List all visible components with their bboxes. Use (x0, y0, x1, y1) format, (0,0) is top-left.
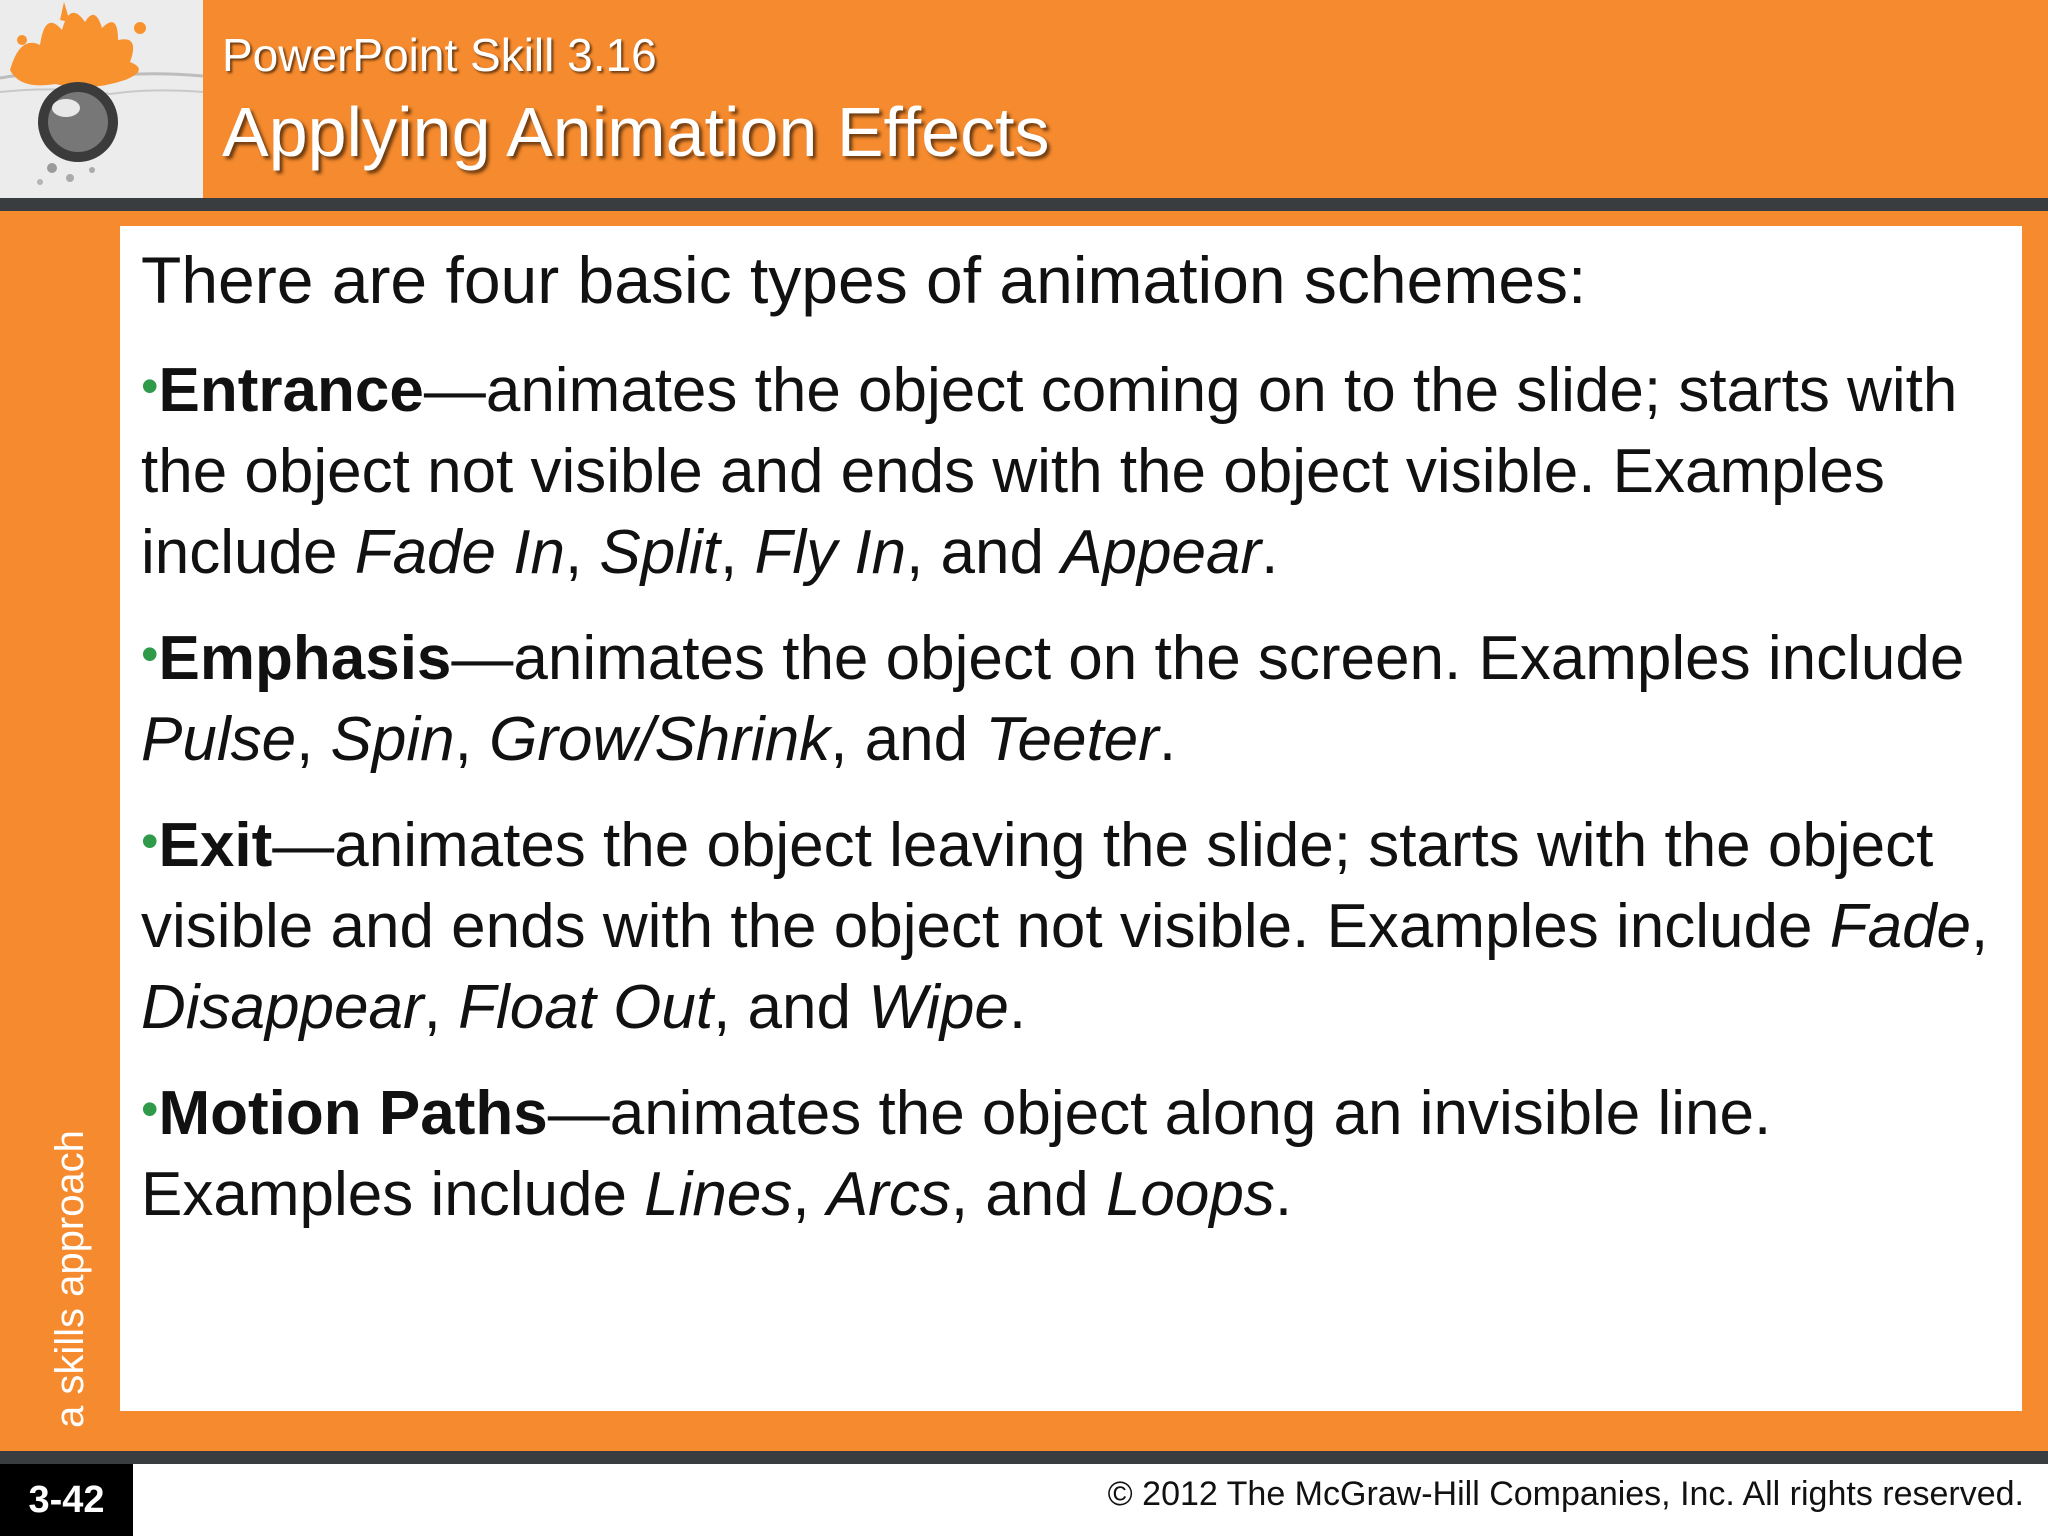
bullet-item (141, 346, 2011, 593)
slide-title: Applying Animation Effects (222, 93, 1050, 171)
bullet-text: , (423, 973, 459, 1042)
example-term: Grow/Shrink (489, 705, 831, 774)
bullet-text: . (1158, 705, 1177, 774)
example-term: Loops (1105, 1160, 1275, 1229)
bullet-dot-icon: • (141, 1081, 159, 1137)
bullet-text: , (564, 518, 600, 587)
bullet-text: —animates the object leaving the slide; starts with the object visible and ends with the object not visible. Examples include (141, 811, 1934, 961)
example-term: Teeter (985, 705, 1159, 774)
bullet-text: , (720, 518, 755, 587)
bullet-text: —animates the object on the screen. Examples include (451, 624, 1965, 693)
bullet-dot-icon: • (141, 813, 159, 869)
bullet-text: , (454, 705, 490, 774)
example-term: Wipe (868, 973, 1009, 1042)
bullet-item (141, 1069, 2011, 1235)
example-term: Disappear (141, 973, 424, 1042)
example-term: Appear (1061, 518, 1262, 587)
bullet-text: —animates the object along an invisible line. Examples include (141, 1079, 1772, 1229)
bullet-term: Entrance (158, 356, 424, 425)
page-number: 3-42 (0, 1464, 133, 1536)
bullet-list (141, 346, 2011, 1256)
example-term: Split (599, 518, 721, 587)
bullet-text: , (792, 1160, 827, 1229)
example-term: Lines (644, 1160, 793, 1229)
bullet-item (141, 614, 2011, 780)
bullet-term: Exit (158, 811, 273, 880)
sidebar-tagline: a skills approach (48, 1130, 92, 1428)
example-term: Float Out (458, 973, 714, 1042)
example-term: Pulse (141, 705, 297, 774)
bullet-term: Emphasis (158, 624, 452, 693)
copyright-notice: © 2012 The McGraw-Hill Companies, Inc. All rights reserved. (1107, 1475, 2024, 1513)
bullet-text: , and (906, 518, 1062, 587)
bullet-item (141, 801, 2011, 1048)
bullet-term: Motion Paths (158, 1079, 548, 1148)
example-term: Fade In (354, 518, 565, 587)
bullet-text: . (1261, 518, 1279, 587)
bullet-dot-icon: • (141, 358, 159, 414)
bullet-text: , and (713, 973, 869, 1042)
example-term: Fade (1829, 892, 1972, 961)
content-panel (120, 226, 2022, 1411)
bullet-text: . (1274, 1160, 1293, 1229)
bullet-dot-icon: • (141, 626, 159, 682)
example-term: Spin (330, 705, 455, 774)
example-term: Arcs (826, 1160, 951, 1229)
example-term: Fly In (754, 518, 907, 587)
bullet-text: , (296, 705, 331, 774)
intro-text: There are four basic types of animation schemes: (141, 243, 1587, 317)
paint-splash-icon (0, 0, 203, 198)
bullet-text: , (1971, 892, 1989, 961)
footer-divider (0, 1451, 2048, 1464)
skill-subtitle: PowerPoint Skill 3.16 (222, 29, 657, 81)
bullet-text: . (1008, 973, 1027, 1042)
bullet-text: —animates the object coming on to the slide; starts with the object not visible and ends with the object visible. Examples include (141, 356, 1958, 587)
header-divider (0, 198, 2048, 211)
bullet-text: , and (830, 705, 986, 774)
bullet-text: , and (950, 1160, 1106, 1229)
